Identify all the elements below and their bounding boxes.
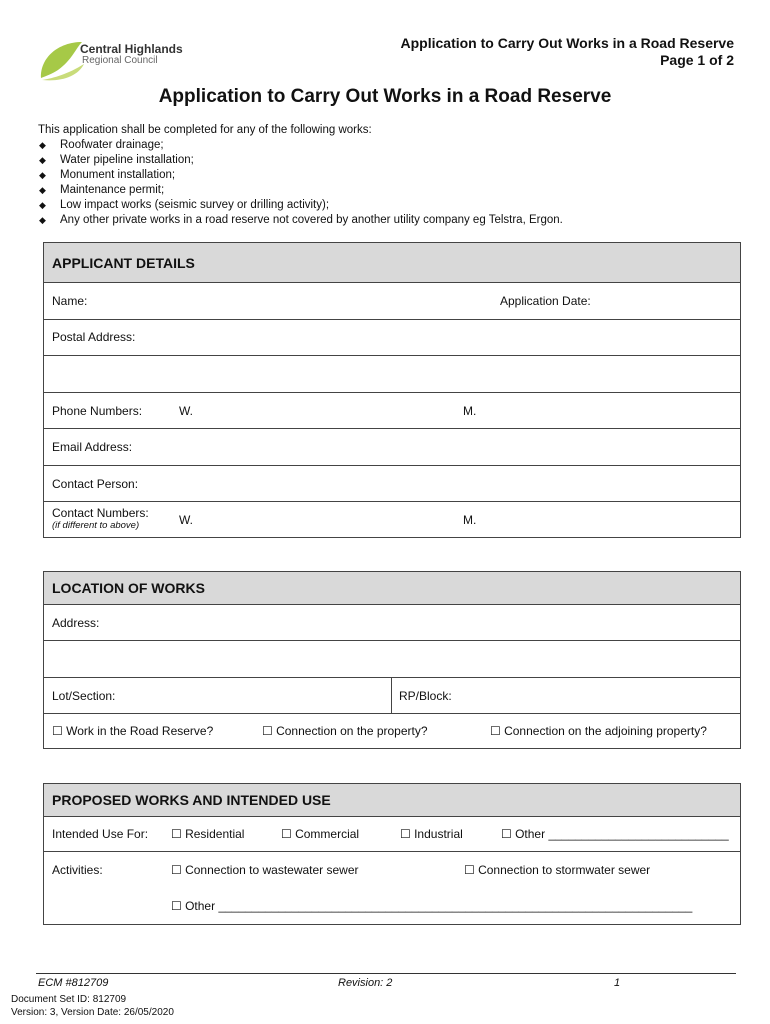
revision: Revision: 2 (338, 977, 393, 989)
connection-adjoining-checkbox[interactable]: ☐ Connection on the adjoining property? (490, 724, 707, 738)
postal-address-row[interactable] (44, 320, 740, 356)
contact-person-label: Contact Person: (52, 477, 139, 491)
version-info: Version: 3, Version Date: 26/05/2020 (11, 1007, 174, 1018)
phone-w-label: W. (179, 404, 193, 418)
list-item: ◆ Any other private works in a road reserve not covered by another utility company eg Telstra, Ergon. (38, 213, 738, 228)
list-item: ◆ Monument installation; (38, 168, 738, 183)
contact-numbers-row[interactable] (44, 502, 740, 537)
divider (391, 678, 392, 713)
proposed-works-section (43, 783, 741, 925)
postal-address-row-2[interactable] (44, 356, 740, 393)
postal-address-label: Postal Address: (52, 330, 136, 344)
works-list (38, 138, 738, 228)
header-page: Page 1 of 2 (660, 52, 734, 68)
stormwater-checkbox[interactable]: ☐ Connection to stormwater sewer (464, 863, 651, 877)
document-set-id: Document Set ID: 812709 (11, 994, 127, 1005)
other-activity-checkbox[interactable]: ☐ Other _______________________________________________________________________ (171, 899, 693, 913)
intro (38, 123, 738, 228)
list-item: ◆ Roofwater drainage; (38, 138, 738, 153)
section-heading: LOCATION OF WORKS (44, 572, 740, 605)
intro-lead: This application shall be completed for any of the following works: (38, 124, 372, 136)
ecm-number: ECM #812709 (38, 977, 109, 989)
logo-subname: Regional Council (82, 55, 158, 66)
contact-m-label: M. (463, 513, 477, 527)
phone-row[interactable] (44, 393, 740, 429)
wastewater-checkbox[interactable]: ☐ Connection to wastewater sewer (171, 863, 359, 877)
rp-block-label: RP/Block: (399, 689, 452, 703)
address-row-2[interactable] (44, 641, 740, 678)
application-date-label: Application Date: (500, 294, 591, 308)
header-title: Application to Carry Out Works in a Road Reserve (400, 35, 734, 51)
applicant-details-section (43, 242, 741, 538)
page-title: Application to Carry Out Works in a Road Reserve (158, 86, 612, 107)
email-label: Email Address: (52, 440, 133, 454)
intended-use-row (44, 817, 740, 852)
connection-property-checkbox[interactable]: ☐ Connection on the property? (262, 724, 428, 738)
list-item: ◆ Water pipeline installation; (38, 153, 738, 168)
council-logo (38, 38, 198, 84)
lot-row[interactable] (44, 678, 740, 714)
name-row[interactable] (44, 283, 740, 320)
commercial-checkbox[interactable]: ☐ Commercial (281, 827, 360, 841)
footer-divider (36, 973, 736, 974)
section-heading: PROPOSED WORKS AND INTENDED USE (44, 784, 740, 817)
name-label: Name: (52, 294, 88, 308)
list-item: ◆ Maintenance permit; (38, 183, 738, 198)
other-use-checkbox[interactable]: ☐ Other ___________________________ (501, 827, 729, 841)
activities-label: Activities: (52, 863, 103, 877)
phone-label: Phone Numbers: (52, 404, 143, 418)
phone-m-label: M. (463, 404, 477, 418)
residential-checkbox[interactable]: ☐ Residential (171, 827, 245, 841)
industrial-checkbox[interactable]: ☐ Industrial (400, 827, 463, 841)
location-of-works-section (43, 571, 741, 749)
contact-person-row[interactable] (44, 466, 740, 502)
address-label: Address: (52, 616, 100, 630)
if-different-note: (if different to above) (52, 520, 140, 531)
list-item: ◆ Low impact works (seismic survey or drilling activity); (38, 198, 738, 213)
email-row[interactable] (44, 429, 740, 466)
page-number: 1 (614, 977, 621, 989)
header-info (401, 35, 734, 69)
work-in-road-reserve-checkbox[interactable]: ☐ Work in the Road Reserve? (52, 724, 214, 738)
activities-row (44, 852, 740, 924)
contact-numbers-label: Contact Numbers: (52, 506, 149, 520)
document-set-info (11, 993, 174, 1019)
intended-use-label: Intended Use For: (52, 827, 149, 841)
lot-section-label: Lot/Section: (52, 689, 116, 703)
address-row[interactable] (44, 605, 740, 641)
logo-name: Central Highlands (80, 42, 183, 56)
contact-w-label: W. (179, 513, 193, 527)
works-type-row (44, 714, 740, 748)
section-heading: APPLICANT DETAILS (44, 243, 740, 283)
